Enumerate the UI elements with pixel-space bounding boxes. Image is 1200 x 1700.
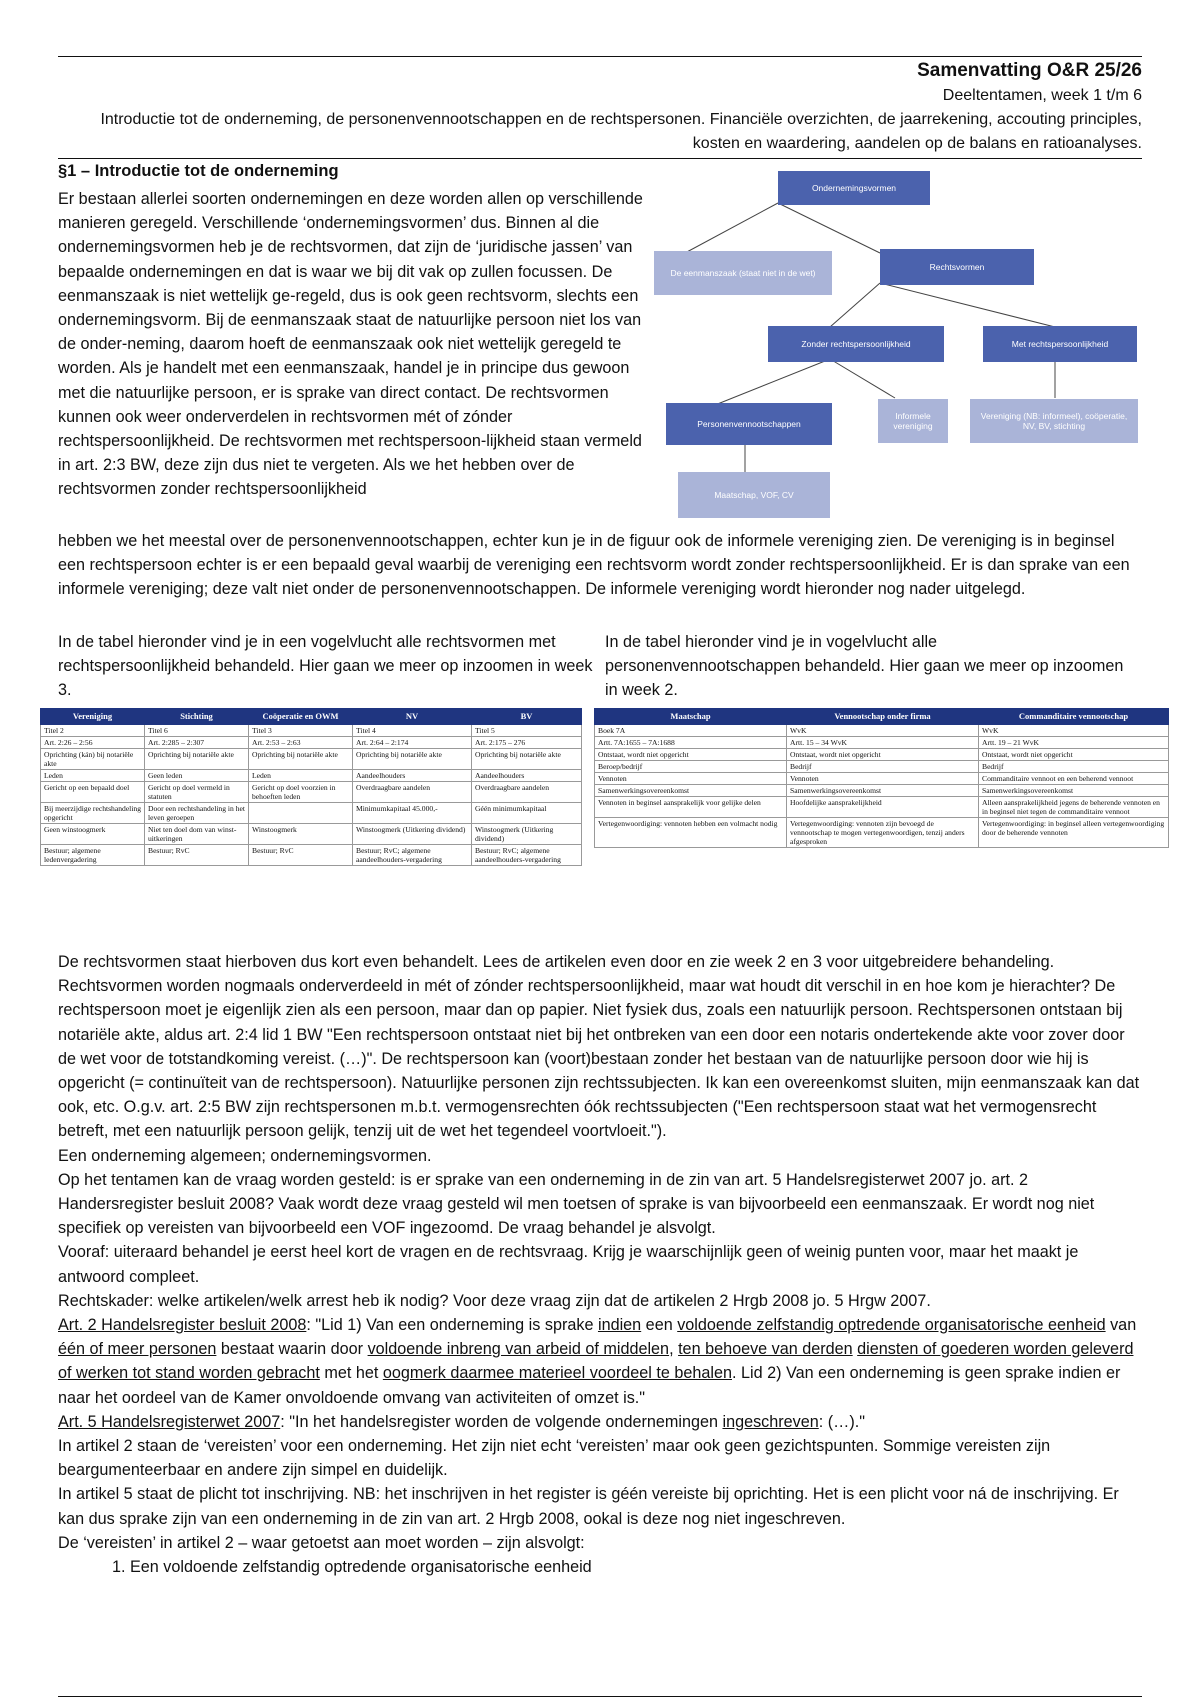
bottom-rule: [58, 1696, 1142, 1697]
table-cell: Titel 6: [145, 725, 249, 737]
table-cell: Boek 7A: [595, 725, 787, 737]
table-cell: Vennoten: [787, 773, 979, 785]
table-intro-left: In de tabel hieronder vind je in een vogelvlucht alle rechtsvormen met rechtspersoonlijkheid behandeld. Hier gaan we meer op inzoomen in week 3.: [58, 633, 593, 700]
body-paragraph: De ‘vereisten’ in artikel 2 – waar getoetst aan moet worden – zijn alsvolgt:: [58, 1533, 585, 1552]
table-cell: Ontstaat, wordt niet opgericht: [595, 749, 787, 761]
table-cell: Overdraagbare aandelen: [353, 782, 472, 803]
diagram-root-box: Ondernemingsvormen: [778, 171, 930, 205]
table-cell: Bestuur; algemene ledenvergadering: [41, 845, 145, 866]
requirements-list: [58, 1555, 1142, 1579]
quote-underlined: voldoende zelfstandig optredende organisatorische eenheid: [677, 1316, 1106, 1335]
table-row: [595, 785, 1169, 797]
quote-underlined: voldoende inbreng van arbeid of middelen: [367, 1340, 670, 1359]
table-cell: WvK: [979, 725, 1169, 737]
table-intro-right: In de tabel hieronder vind je in vogelvlucht alle personenvennootschappen behandeld. Hier gaan we meer op inzoomen in week 2.: [605, 633, 1124, 700]
quote-text: : (…).": [818, 1412, 865, 1431]
body-paragraph: Vooraf: uiteraard behandel je eerst heel kort de vragen en de rechtsvraag. Krijg je waarschijnlijk geen of weinig punten voor, maar het maakt je antwoord compleet.: [58, 1243, 1079, 1286]
table-cell: Aandeelhouders: [472, 770, 582, 782]
table-cell: Beroep/bedrijf: [595, 761, 787, 773]
header-rule: [58, 158, 1142, 159]
table-row: [595, 797, 1169, 818]
column-header: BV: [472, 709, 582, 725]
column-header: Coöperatie en OWM: [249, 709, 353, 725]
table-row: [41, 725, 582, 737]
quote-text: : "In het handelsregister worden de volgende ondernemingen: [280, 1412, 723, 1431]
table-row: [595, 749, 1169, 761]
quote-text: : "Lid 1) Van een onderneming is sprake: [306, 1316, 598, 1335]
table-cell: Alleen aansprakelijkheid jegens de beherende vennoten en in beginsel niet tegen de commanditaire vennoot: [979, 797, 1169, 818]
table-cell: Titel 3: [249, 725, 353, 737]
body-text: [58, 950, 1142, 1579]
table-cell: Gericht op doel voorzien in behoeften leden: [249, 782, 353, 803]
document-title: Samenvatting O&R 25/26: [917, 60, 1142, 81]
column-header: NV: [353, 709, 472, 725]
table-cell: Oprichting (kán) bij notariële akte: [41, 749, 145, 770]
table-cell: [249, 803, 353, 824]
diagram-rechtsvormen-box: Rechtsvormen: [880, 249, 1034, 285]
article-5-quote: [58, 1410, 1142, 1434]
table-row: [41, 770, 582, 782]
table-row: [41, 803, 582, 824]
section-title: §1 – Introductie tot de onderneming: [58, 162, 339, 180]
table-cell: Gericht op doel vermeld in statuten: [145, 782, 249, 803]
table-cell: Vertegenwoordiging: vennoten hebben een volmacht nodig: [595, 818, 787, 848]
table-cell: Vertegenwoordiging: in beginsel alleen vertegenwoordiging door de beherende vennoten: [979, 818, 1169, 848]
table-cell: Bestuur; RvC; algemene aandeelhouders-vergadering: [472, 845, 582, 866]
table-cell: Winstoogmerk (Uitkering dividend): [353, 824, 472, 845]
body-paragraph: Rechtskader: welke artikelen/welk arrest heb ik nodig? Voor deze vraag zijn dat de artikelen 2 Hrgb 2008 jo. 5 Hrgw 2007.: [58, 1291, 931, 1310]
table-cell: Winstoogmerk (Uitkering dividend): [472, 824, 582, 845]
table-cell: Géén minimumkapitaal: [472, 803, 582, 824]
quote-underlined: één of meer personen: [58, 1340, 217, 1359]
table-row: [595, 818, 1169, 848]
table-row: [595, 737, 1169, 749]
quote-underlined: diensten of goederen worden geleverd of werken tot stand worden gebracht: [58, 1340, 1134, 1383]
table-cell: Bestuur; RvC: [145, 845, 249, 866]
table-cell: Vertegenwoordiging: vennoten zijn bevoegd de vennootschap te mogen vertegenwoordigen, tenzij anders afgesproken: [787, 818, 979, 848]
table-cell: Ontstaat, wordt niet opgericht: [979, 749, 1169, 761]
document-subtitle: Deeltentamen, week 1 t/m 6: [942, 87, 1142, 104]
personenvennootschappen-table: [594, 708, 1169, 848]
table-cell: Overdraagbare aandelen: [472, 782, 582, 803]
table-row: [595, 773, 1169, 785]
table-cell: Bedrijf: [979, 761, 1169, 773]
article-2-quote: [58, 1313, 1142, 1410]
table-row: [41, 749, 582, 770]
quote-underlined: indien: [597, 1316, 642, 1335]
column-header: Vereniging: [41, 709, 145, 725]
column-header: Vennootschap onder firma: [787, 709, 979, 725]
table-cell: Bestuur; RvC; algemene aandeelhouders-vergadering: [353, 845, 472, 866]
table-cell: Winstoogmerk: [249, 824, 353, 845]
diagram-zonder-box: Zonder rechtspersoonlijkheid: [768, 326, 944, 362]
column-header: Maatschap: [595, 709, 787, 725]
table-cell: Bij meerzijdige rechtshandeling opgericht: [41, 803, 145, 824]
table-cell: Oprichting bij notariële akte: [472, 749, 582, 770]
table-cell: Art. 2:53 – 2:63: [249, 737, 353, 749]
column-header: Stichting: [145, 709, 249, 725]
table-cell: Art. 2:175 – 276: [472, 737, 582, 749]
table-cell: Vennoten: [595, 773, 787, 785]
table-header-row: [41, 709, 582, 725]
table-cell: Samenwerkingsovereenkomst: [787, 785, 979, 797]
table-cell: Commanditaire vennoot en een beherend vennoot: [979, 773, 1169, 785]
table-row: [41, 737, 582, 749]
document-header: [58, 58, 1142, 156]
table-cell: Leden: [41, 770, 145, 782]
article-2-label: Art. 2 Handelsregister besluit 2008: [58, 1316, 307, 1335]
body-paragraph: Een onderneming algemeen; ondernemingsvormen.: [58, 1146, 432, 1165]
table-cell: Bestuur; RvC: [249, 845, 353, 866]
table-cell: Samenwerkingsovereenkomst: [979, 785, 1169, 797]
rechtspersonen-table: [40, 708, 582, 866]
table-cell: Artt. 19 – 21 WvK: [979, 737, 1169, 749]
table-cell: Titel 2: [41, 725, 145, 737]
table-cell: Leden: [249, 770, 353, 782]
diagram-met-box: Met rechtspersoonlijkheid: [983, 326, 1137, 362]
diagram-met-list-box: Vereniging (NB: informeel), coöperatie, NV, BV, stichting: [970, 399, 1138, 443]
table-cell: WvK: [787, 725, 979, 737]
table-cell: Hoofdelijke aansprakelijkheid: [787, 797, 979, 818]
article-5-label: Art. 5 Handelsregisterwet 2007: [58, 1412, 281, 1431]
table-cell: Titel 5: [472, 725, 582, 737]
body-paragraph: In artikel 2 staan de ‘vereisten’ voor een onderneming. Het zijn niet echt ‘vereisten’ maar ook geen gezichtspunten. Sommige vereisten zijn beargumenteerbaar en andere zijn simpel en duidelijk.: [58, 1437, 1051, 1480]
diagram-personen-list-box: Maatschap, VOF, CV: [678, 472, 830, 518]
table-cell: Gericht op een bepaald doel: [41, 782, 145, 803]
table-cell: Artt. 15 – 34 WvK: [787, 737, 979, 749]
quote-text: ,: [669, 1340, 679, 1359]
quote-underlined: ingeschreven: [722, 1412, 819, 1431]
table-cell: Geen winstoogmerk: [41, 824, 145, 845]
table-cell: Geen leden: [145, 770, 249, 782]
quote-text: een: [641, 1316, 678, 1335]
document-topics: Introductie tot de onderneming, de personenvennootschappen en de rechtspersonen. Financiële overzichten, de jaarrekening, accouting principles, kosten en waardering, aandelen op de balans en ratioanalyses.: [100, 111, 1142, 152]
diagram-informele-box: Informele vereniging: [878, 399, 948, 443]
body-paragraph: Op het tentamen kan de vraag worden gesteld: is er sprake van een onderneming in de zin van art. 5 Handelsregisterwet 2007 jo. art. 2 Handersregister besluit 2008? Vaak wordt deze vraag gesteld wil men toetsen of sprake is van bijvoorbeeld een eenmanszaak. Er wordt nog niet specifiek op vereisten van bijvoorbeeld een VOF ingezoomd. De vraag behandel je alsvolgt.: [58, 1170, 1095, 1238]
table-row: [41, 782, 582, 803]
rechtsvormen-diagram: [650, 165, 1150, 535]
table-cell: Art. 2:64 – 2:174: [353, 737, 472, 749]
table-cell: Art. 2:26 – 2:56: [41, 737, 145, 749]
quote-text: met het: [319, 1364, 383, 1383]
table-cell: Oprichting bij notariële akte: [353, 749, 472, 770]
table-cell: Minimumkapitaal 45.000,-: [353, 803, 472, 824]
table-cell: Oprichting bij notariële akte: [145, 749, 249, 770]
body-paragraph: In artikel 5 staat de plicht tot inschrijving. NB: het inschrijven in het register is géén vereiste bij oprichting. Het is een plicht voor ná de inschrijving. Er kan dus sprake zijn van een onderneming in de zin van art. 2 Hrgb 2008, ookal is deze nog niet ingeschreven.: [58, 1485, 1119, 1528]
table-cell: Door een rechtshandeling in het leven geroepen: [145, 803, 249, 824]
intro-continuation: hebben we het meestal over de personenvennootschappen, echter kun je in de figuur ook de informele vereniging zien. De vereniging is in beginsel een rechtspersoon echter is er een bepaald geval waarbij de vereniging een rechtsvorm wordt zonder rechtspersoonlijkheid. Er is dan sprake van een informele vereniging; deze valt niet onder de personenvennootschappen. De informele vereniging wordt hieronder nog nader uitgelegd.: [58, 532, 1130, 599]
quote-text: van: [1105, 1316, 1137, 1335]
table-cell: Titel 4: [353, 725, 472, 737]
table-cell: Samenwerkingsovereenkomst: [595, 785, 787, 797]
table-row: [41, 845, 582, 866]
list-item: 1. Een voldoende zelfstandig optredende organisatorische eenheid: [130, 1555, 1142, 1579]
table-row: [41, 824, 582, 845]
quote-underlined: oogmerk daarmee materieel voordeel te behalen: [382, 1364, 732, 1383]
quote-text: bestaat waarin door: [216, 1340, 368, 1359]
table-cell: Niet ten doel dom van winst-uitkeringen: [145, 824, 249, 845]
table-cell: Aandeelhouders: [353, 770, 472, 782]
intro-paragraph: Er bestaan allerlei soorten ondernemingen en deze worden allen op verschillende manieren geregeld. Verschillende ‘ondernemingsvormen’ dus. Binnen al die ondernemingsvormen heb je de rechtsvormen, dat zijn de ‘juridische jassen’ van bepaalde ondernemingen en dat is waar we bij dit vak op zullen focussen. De eenmanszaak is niet wettelijk ge-regeld, dus is ook geen rechtsvorm, slechts een ondernemingsvorm. Bij de eenmanszaak staat de natuurlijke persoon niet los van de onder-neming, daarom hoeft de eenmanszaak ook niet wettelijk geregeld te worden. Als je handelt met een eenmanszaak, handel je in principe dus gewoon met die natuurlijke persoon, er is sprake van direct contact. De rechtsvormen kunnen ook weer onderverdelen in rechtsvormen mét of zónder rechtspersoonlijkheid. De rechtsvormen met rechtspersoon-lijkheid staan vermeld in art. 2:3 BW, deze zijn dus niet te vergeten. Als we het hebben over de rechtsvormen zonder rechtspersoonlijkheid: [58, 190, 643, 499]
table-cell: Ontstaat, wordt niet opgericht: [787, 749, 979, 761]
top-rule: [58, 56, 1142, 57]
quote-underlined: ten behoeve van derden: [678, 1340, 853, 1359]
table-header-row: [595, 709, 1169, 725]
table-row: [595, 725, 1169, 737]
diagram-eenmanszaak-box: De eenmanszaak (staat niet in de wet): [654, 251, 832, 295]
column-header: Commanditaire vennootschap: [979, 709, 1169, 725]
table-cell: Art. 2:285 – 2:307: [145, 737, 249, 749]
diagram-personen-box: Personenvennootschappen: [666, 403, 832, 445]
quote-text: . Lid 2) Van een onderneming is geen sprake indien er naar het oordeel van de Kamer onvoldoende omvang van activiteiten of omzet is.": [58, 1364, 1121, 1407]
table-cell: Artt. 7A:1655 – 7A:1688: [595, 737, 787, 749]
table-cell: Vennoten in beginsel aansprakelijk voor gelijke delen: [595, 797, 787, 818]
table-row: [595, 761, 1169, 773]
body-paragraph: De rechtsvormen staat hierboven dus kort even behandelt. Lees de artikelen even door en zie week 2 en 3 voor uitgebreidere behandeling. Rechtsvormen worden nogmaals onderverdeeld in mét of zónder rechtspersoonlijkheid, maar wat houdt dit verschil in en hoe kom je hierachter? De rechtspersoon moet je eigenlijk zien als een persoon, maar dan op papier. Niet fysiek dus, zoals een natuurlijk persoon. Rechtspersonen ontstaan bij notariële akte, aldus art. 2:4 lid 1 BW "Een rechtspersoon ontstaat niet bij het ontbreken van een door een notaris ondertekende akte voor zover door de wet voor de totstandkoming vereist. (…)". De rechtspersoon kan (voort)bestaan zonder het bestaan van de natuurlijke persoon door wie hij is opgericht (= continuïteit van de rechtspersoon). Natuurlijke personen zijn rechtssubjecten. Ik kan een overeenkomst sluiten, mijn eenmanszaak kan dat ook, etc. O.g.v. art. 2:5 BW zijn rechtspersonen m.b.t. vermogensrechten óók rechtssubjecten ("Een rechtspersoon staat wat het vermogensrecht betreft, met een natuurlijk persoon gelijk, tenzij uit de wet het tegendeel voortvloeit.").: [58, 953, 1140, 1141]
table-cell: Oprichting bij notariële akte: [249, 749, 353, 770]
table-cell: Bedrijf: [787, 761, 979, 773]
